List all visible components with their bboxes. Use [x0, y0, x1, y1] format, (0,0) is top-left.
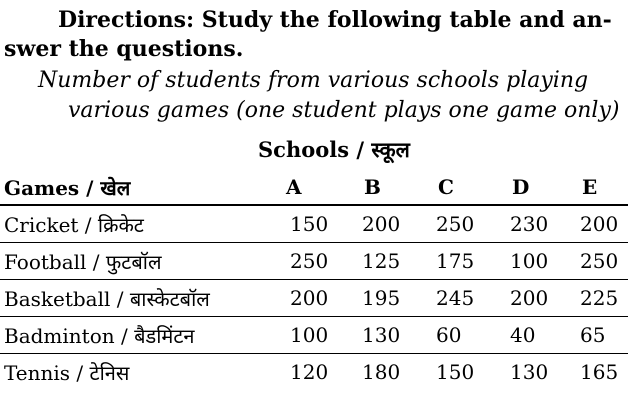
value-cell: 200 [510, 280, 580, 317]
value-cell: 100 [510, 243, 580, 280]
value-cell: 200 [284, 280, 362, 317]
directions-line-1: Directions: Study the following table and an- [58, 7, 612, 33]
value-cell: 120 [290, 360, 329, 384]
header-school-d: D [510, 170, 580, 205]
directions-text [0, 6, 620, 64]
value-cell: 225 [580, 280, 628, 317]
value-cell: 150 [284, 205, 362, 243]
game-cell: Tennis / टेनिस [4, 360, 130, 385]
directions-line-2: swer the questions. [4, 36, 244, 62]
value-cell: 245 [436, 280, 510, 317]
value-cell: 150 [436, 360, 475, 384]
game-cell: Badminton / बैडमिंटन [0, 317, 284, 354]
table-row [0, 205, 628, 243]
table-row [0, 243, 628, 280]
value-cell: 200 [362, 205, 436, 243]
value-cell: 180 [362, 360, 401, 384]
students-table [0, 170, 628, 390]
value-cell: 130 [510, 360, 549, 384]
header-school-e: E [580, 170, 628, 205]
table-header-row [0, 170, 628, 205]
schools-header: Schools / स्कूल [258, 137, 410, 162]
table-caption [0, 66, 628, 126]
header-games: Games / खेल [0, 170, 284, 205]
value-cell: 60 [436, 317, 510, 354]
header-school-a: A [284, 170, 362, 205]
table-row [0, 317, 628, 354]
table-row [0, 354, 628, 391]
table-row [0, 280, 628, 317]
value-cell: 200 [580, 205, 628, 243]
value-cell: 165 [580, 360, 619, 384]
value-cell: 130 [362, 317, 436, 354]
caption-line-2: various games (one student plays one game only) [68, 98, 620, 123]
caption-line-1: Number of students from various schools playing [38, 68, 589, 93]
game-cell: Cricket / क्रिकेट [0, 205, 284, 243]
game-cell: Basketball / बास्केटबॉल [0, 280, 284, 317]
value-cell: 230 [510, 205, 580, 243]
value-cell: 175 [436, 243, 510, 280]
header-school-b: B [362, 170, 436, 205]
value-cell: 40 [510, 317, 580, 354]
value-cell: 250 [580, 243, 628, 280]
header-school-c: C [436, 170, 510, 205]
value-cell: 65 [580, 317, 628, 354]
value-cell: 125 [362, 243, 436, 280]
value-cell: 100 [284, 317, 362, 354]
value-cell: 250 [436, 205, 510, 243]
game-cell: Football / फुटबॉल [0, 243, 284, 280]
value-cell: 250 [284, 243, 362, 280]
value-cell: 195 [362, 280, 436, 317]
